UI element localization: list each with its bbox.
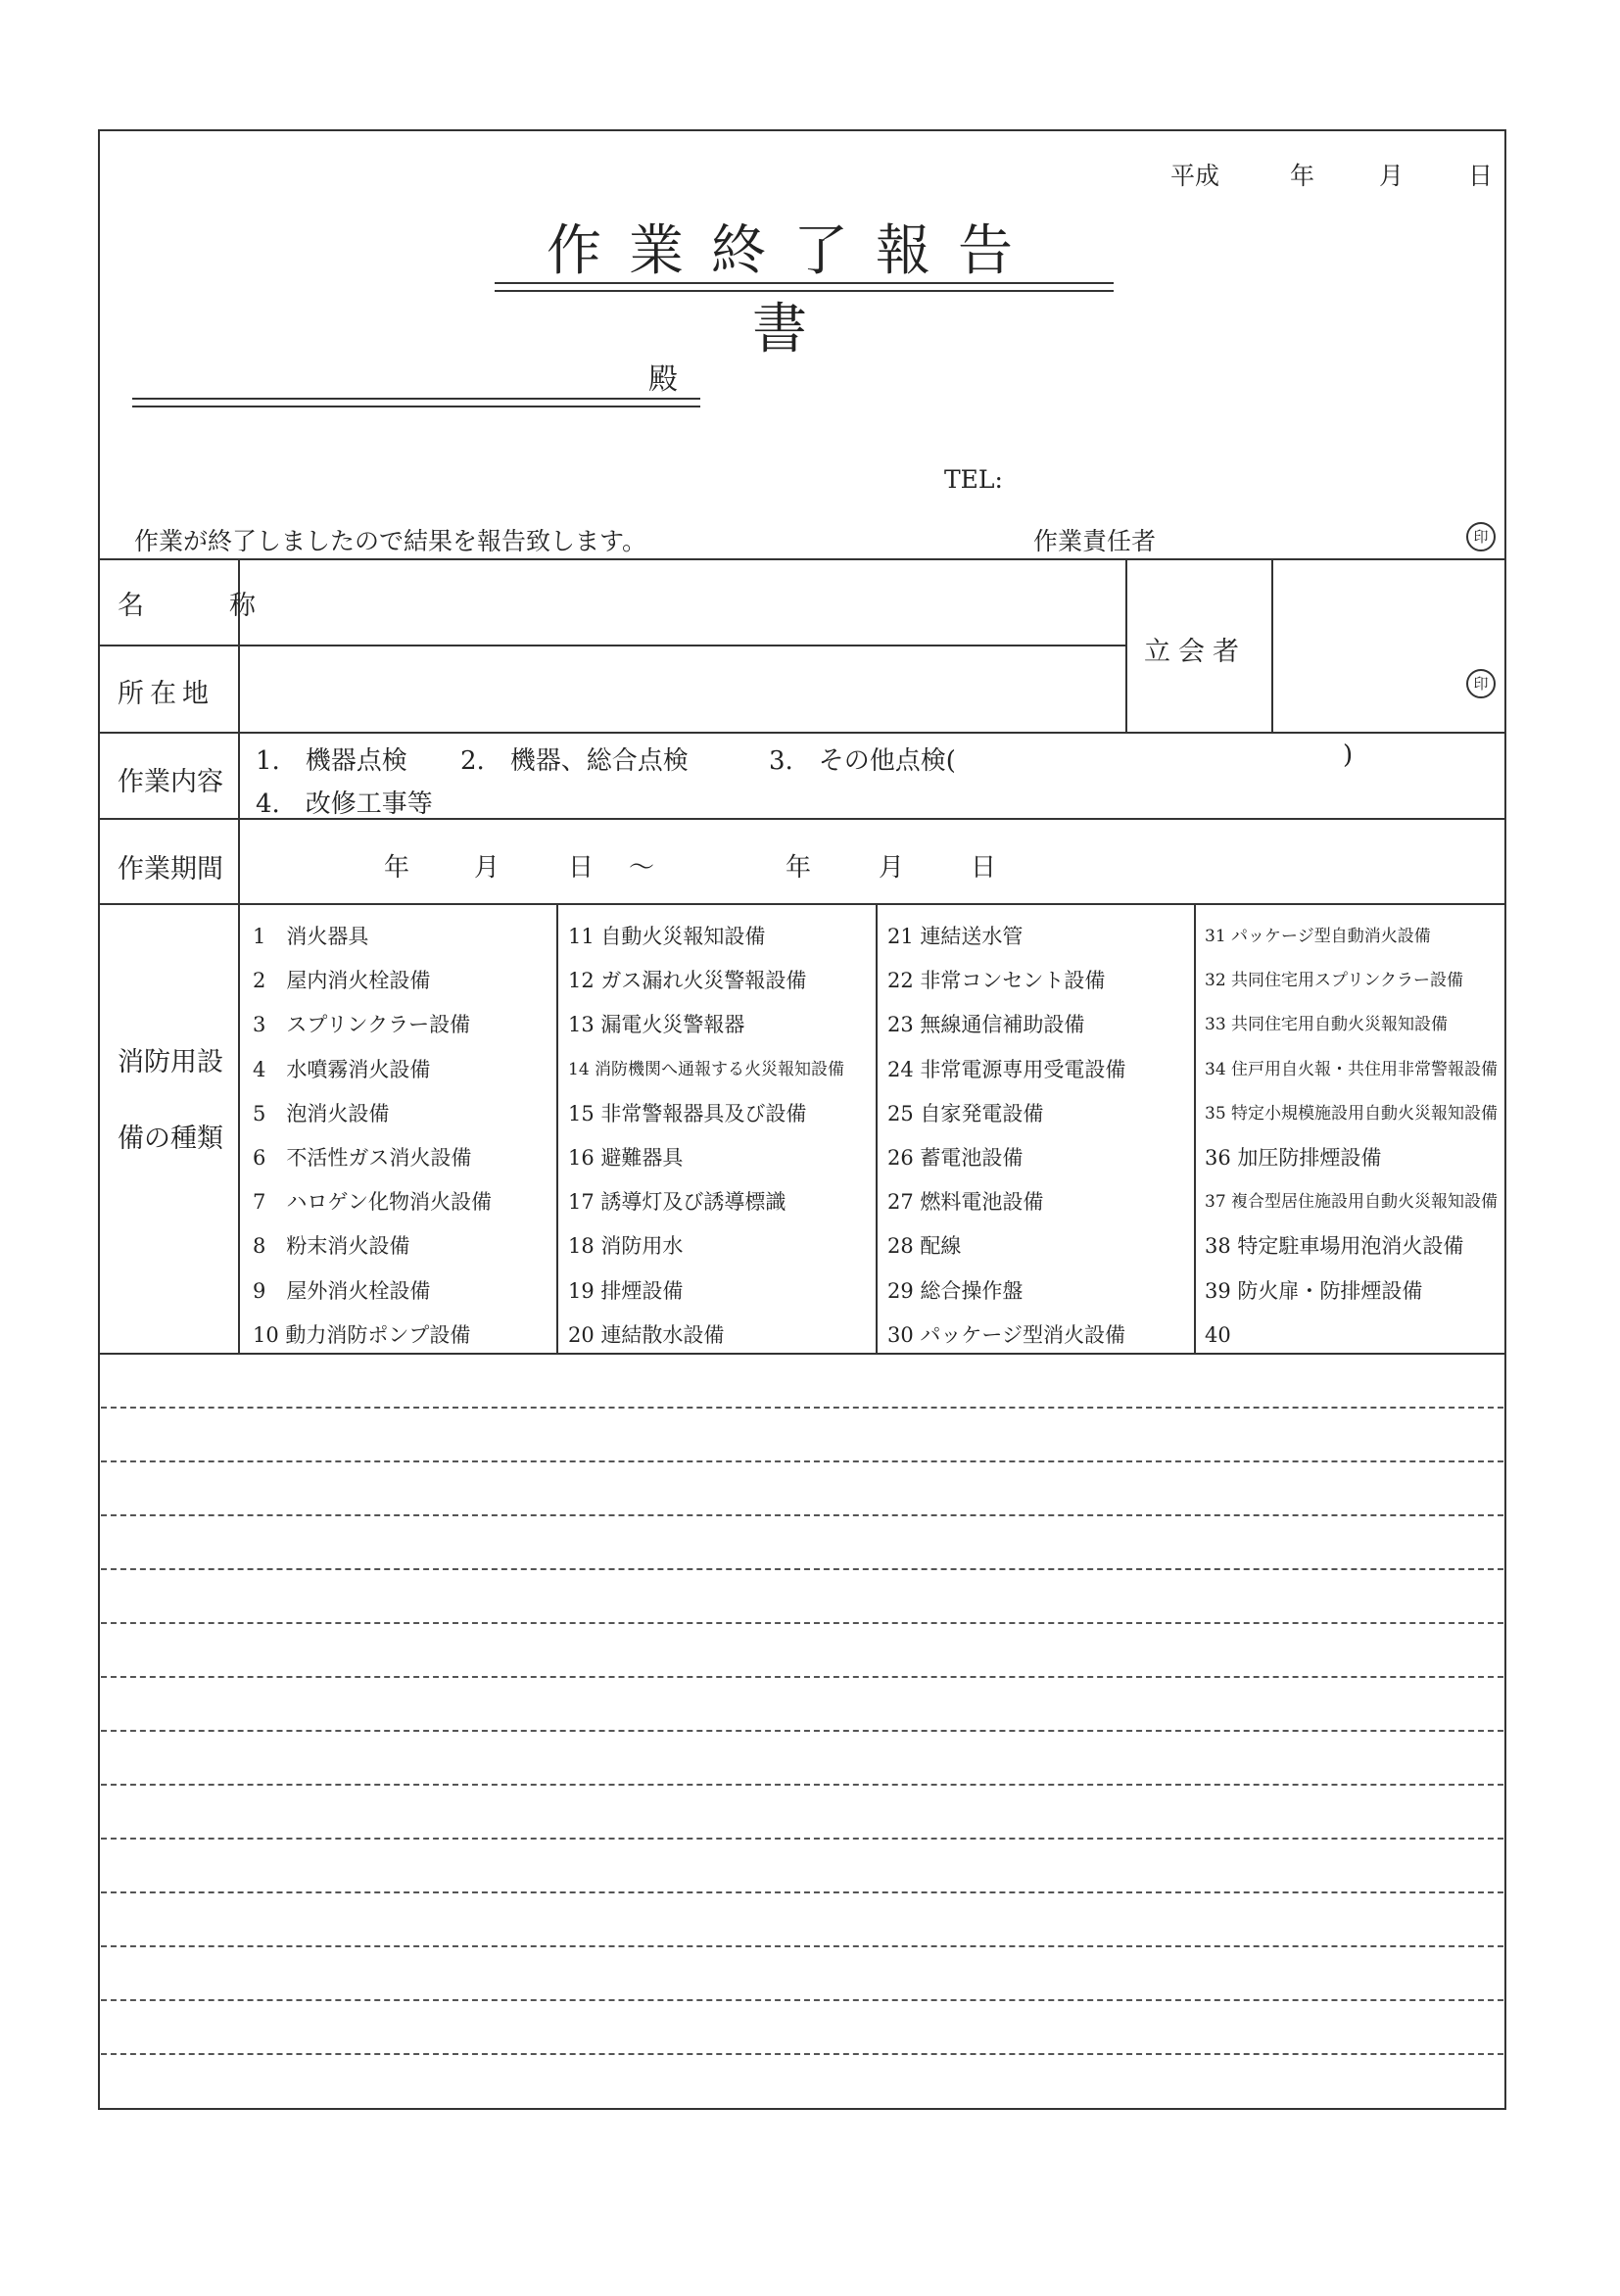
equipment-item[interactable]: 34 住戸用自火報・共住用非常警報設備 bbox=[1205, 1059, 1499, 1079]
notes-line bbox=[101, 1784, 1503, 1786]
equipment-item[interactable]: 37 複合型居住施設用自動火災報知設備 bbox=[1205, 1192, 1499, 1213]
tel-label: TEL: bbox=[944, 465, 1003, 494]
divider bbox=[556, 903, 558, 1353]
equipment-item[interactable]: 6 不活性ガス消火設備 bbox=[253, 1145, 472, 1170]
equipment-item[interactable]: 40 bbox=[1205, 1322, 1231, 1347]
work-option-2[interactable]: 2. 機器、総合点検 bbox=[460, 746, 689, 776]
date-year-label: 年 bbox=[1290, 162, 1315, 190]
notes-line bbox=[101, 1838, 1503, 1840]
divider bbox=[98, 732, 1506, 734]
work-option-4[interactable]: 4. 改修工事等 bbox=[256, 789, 433, 819]
equipment-item[interactable]: 20 連結散水設備 bbox=[568, 1322, 725, 1347]
work-option-3[interactable]: 3. その他点検( bbox=[769, 746, 956, 776]
period-day: 日 bbox=[568, 853, 595, 883]
equipment-item[interactable]: 29 総合操作盤 bbox=[887, 1278, 1024, 1303]
equipment-item[interactable]: 25 自家発電設備 bbox=[887, 1101, 1044, 1125]
equipment-item[interactable]: 19 排煙設備 bbox=[568, 1278, 684, 1303]
equipment-item[interactable]: 22 非常コンセント設備 bbox=[887, 969, 1106, 993]
notes-line bbox=[101, 1568, 1503, 1570]
notes-line bbox=[101, 1514, 1503, 1516]
equipment-item[interactable]: 11 自動火災報知設備 bbox=[568, 925, 766, 948]
location-label: 所在地 bbox=[118, 679, 214, 709]
seal-icon-witness: 印 bbox=[1466, 669, 1496, 698]
equipment-item[interactable]: 33 共同住宅用自動火災報知設備 bbox=[1205, 1015, 1449, 1035]
divider bbox=[876, 903, 878, 1353]
equipment-item[interactable]: 23 無線通信補助設備 bbox=[887, 1013, 1085, 1037]
equipment-item[interactable]: 15 非常警報器具及び設備 bbox=[568, 1101, 807, 1125]
equipment-item[interactable]: 10 動力消防ポンプ設備 bbox=[253, 1322, 471, 1347]
notes-line bbox=[101, 1460, 1503, 1462]
notes-line bbox=[101, 2053, 1503, 2055]
notes-line bbox=[101, 1999, 1503, 2001]
notes-line bbox=[101, 1891, 1503, 1893]
equipment-item[interactable]: 7 ハロゲン化物消火設備 bbox=[253, 1190, 492, 1215]
period-year-2: 年 bbox=[786, 853, 812, 883]
equipment-item[interactable]: 9 屋外消火栓設備 bbox=[253, 1278, 431, 1303]
responsible-label: 作業責任者 bbox=[1033, 527, 1157, 555]
equipment-column-3 bbox=[887, 915, 1125, 1358]
witness-field[interactable] bbox=[1274, 560, 1503, 731]
equipment-item[interactable]: 28 配線 bbox=[887, 1234, 962, 1259]
equipment-item[interactable]: 39 防火扉・防排煙設備 bbox=[1205, 1278, 1423, 1303]
date-month-label: 月 bbox=[1379, 162, 1405, 190]
divider bbox=[98, 903, 1506, 905]
equipment-label-1: 消防用設 bbox=[118, 1047, 223, 1077]
notes-line bbox=[101, 1407, 1503, 1409]
equipment-label-2: 備の種類 bbox=[118, 1124, 223, 1154]
equipment-item[interactable]: 17 誘導灯及び誘導標識 bbox=[568, 1190, 786, 1215]
equipment-item[interactable]: 24 非常電源専用受電設備 bbox=[887, 1057, 1126, 1081]
witness-label: 立会者 bbox=[1144, 637, 1247, 667]
period-day-2: 日 bbox=[971, 853, 997, 883]
date-era: 平成 bbox=[1170, 162, 1220, 190]
equipment-item[interactable]: 31 パッケージ型自動消火設備 bbox=[1205, 927, 1431, 946]
divider bbox=[1194, 903, 1196, 1353]
equipment-column-2 bbox=[568, 915, 844, 1358]
recipient-line-2 bbox=[132, 406, 700, 407]
equipment-item[interactable]: 36 加圧防排煙設備 bbox=[1205, 1145, 1382, 1170]
notes-line bbox=[101, 1945, 1503, 1947]
equipment-item[interactable]: 38 特定駐車場用泡消火設備 bbox=[1205, 1234, 1464, 1259]
equipment-item[interactable]: 5 泡消火設備 bbox=[253, 1101, 390, 1125]
equipment-item[interactable]: 30 パッケージ型消火設備 bbox=[887, 1322, 1125, 1347]
equipment-item[interactable]: 8 粉末消火設備 bbox=[253, 1234, 410, 1259]
equipment-item[interactable]: 26 蓄電池設備 bbox=[887, 1145, 1024, 1170]
equipment-item[interactable]: 12 ガス漏れ火災警報設備 bbox=[568, 969, 807, 993]
equipment-item[interactable]: 21 連結送水管 bbox=[887, 925, 1024, 948]
equipment-item[interactable]: 13 漏電火災警報器 bbox=[568, 1013, 745, 1037]
equipment-item[interactable]: 16 避難器具 bbox=[568, 1145, 684, 1170]
recipient-line[interactable] bbox=[132, 398, 700, 400]
period-month-2: 月 bbox=[879, 853, 905, 883]
equipment-item[interactable]: 3 スプリンクラー設備 bbox=[253, 1013, 471, 1037]
equipment-column-1 bbox=[253, 915, 492, 1358]
seal-icon-responsible: 印 bbox=[1466, 522, 1496, 551]
notes-line bbox=[101, 1676, 1503, 1678]
divider bbox=[238, 558, 240, 1353]
equipment-item[interactable]: 1 消火器具 bbox=[253, 925, 369, 948]
recipient-suffix: 殿 bbox=[648, 362, 678, 397]
name-field[interactable] bbox=[241, 560, 1124, 644]
period-tilde: 〜 bbox=[629, 853, 655, 883]
work-option-3-close: ) bbox=[1343, 741, 1354, 770]
title-underline bbox=[495, 282, 1114, 284]
work-content-label: 作業内容 bbox=[118, 767, 223, 797]
equipment-item[interactable]: 14 消防機関へ通報する火災報知設備 bbox=[568, 1059, 845, 1079]
divider bbox=[1125, 558, 1127, 732]
equipment-item[interactable]: 4 水噴霧消火設備 bbox=[253, 1057, 431, 1081]
name-label: 名 称 bbox=[118, 591, 285, 621]
equipment-column-4 bbox=[1205, 915, 1498, 1358]
notes-line bbox=[101, 1730, 1503, 1732]
work-option-1[interactable]: 1. 機器点検 bbox=[256, 746, 407, 776]
equipment-item[interactable]: 2 屋内消火栓設備 bbox=[253, 969, 431, 993]
equipment-item[interactable]: 18 消防用水 bbox=[568, 1234, 684, 1259]
period-year: 年 bbox=[384, 853, 410, 883]
title-underline-2 bbox=[495, 290, 1114, 292]
equipment-item[interactable]: 32 共同住宅用スプリンクラー設備 bbox=[1205, 971, 1464, 991]
notes-line bbox=[101, 1622, 1503, 1624]
equipment-item[interactable]: 35 特定小規模施設用自動火災報知設備 bbox=[1205, 1103, 1499, 1124]
report-message: 作業が終了しましたので結果を報告致します。 bbox=[134, 527, 647, 555]
period-month: 月 bbox=[474, 853, 500, 883]
divider bbox=[1271, 558, 1273, 732]
page-title: 作業終了報告書 bbox=[547, 219, 1040, 361]
equipment-item[interactable]: 27 燃料電池設備 bbox=[887, 1190, 1044, 1215]
location-field[interactable] bbox=[241, 646, 1124, 731]
date-day-label: 日 bbox=[1468, 162, 1494, 190]
work-period-label: 作業期間 bbox=[118, 854, 223, 885]
